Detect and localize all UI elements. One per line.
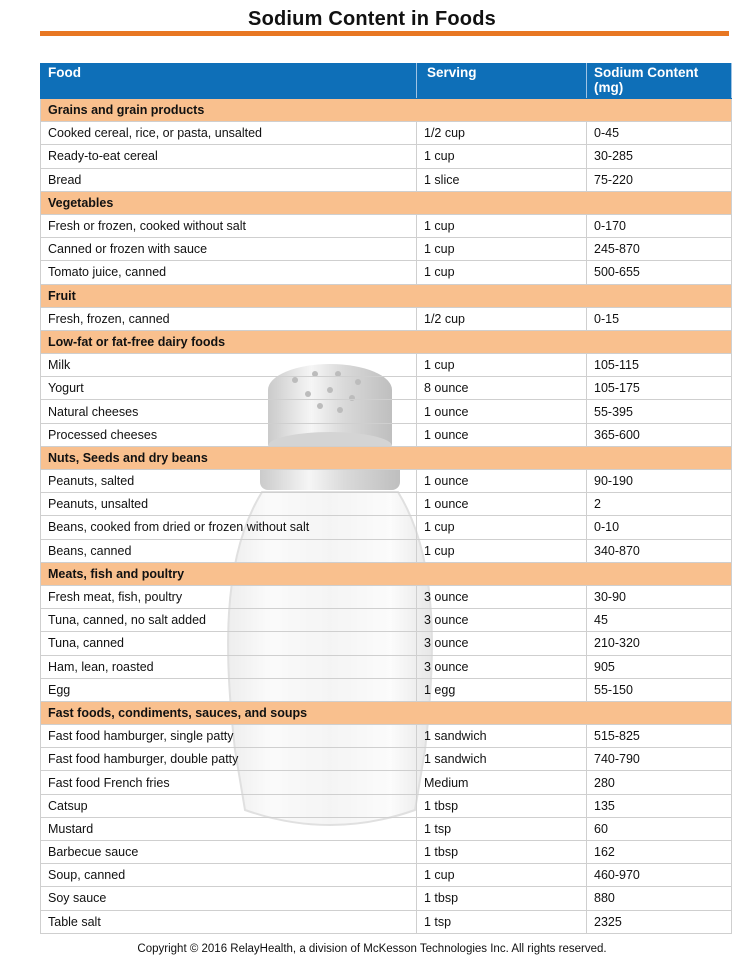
table-row [41, 516, 732, 539]
category-label: Grains and grain products [41, 99, 732, 122]
category-row [41, 562, 732, 585]
sodium-cell: 55-395 [587, 400, 732, 423]
serving-cell: 1/2 cup [417, 122, 587, 145]
category-label: Meats, fish and poultry [41, 562, 732, 585]
food-cell: Beans, cooked from dried or frozen without salt [41, 516, 417, 539]
food-cell: Tomato juice, canned [41, 261, 417, 284]
table-row [41, 841, 732, 864]
table-row [41, 470, 732, 493]
category-label: Low-fat or fat-free dairy foods [41, 330, 732, 353]
serving-cell: 1 ounce [417, 470, 587, 493]
food-cell: Fast food French fries [41, 771, 417, 794]
food-cell: Soy sauce [41, 887, 417, 910]
table-row [41, 887, 732, 910]
food-cell: Ham, lean, roasted [41, 655, 417, 678]
serving-cell: 8 ounce [417, 377, 587, 400]
table-row [41, 423, 732, 446]
category-label: Fast foods, condiments, sauces, and soups [41, 701, 732, 724]
serving-cell: 1 slice [417, 168, 587, 191]
food-cell: Bread [41, 168, 417, 191]
sodium-cell: 210-320 [587, 632, 732, 655]
table-row [41, 655, 732, 678]
food-cell: Peanuts, salted [41, 470, 417, 493]
serving-cell: 1 cup [417, 261, 587, 284]
sodium-cell: 30-285 [587, 145, 732, 168]
serving-cell: 1 tsp [417, 910, 587, 933]
copyright-footer: Copyright © 2016 RelayHealth, a division of McKesson Technologies Inc. All rights reserved. [137, 943, 607, 955]
category-row [41, 99, 732, 122]
table-row [41, 168, 732, 191]
table-row [41, 238, 732, 261]
food-cell: Ready-to-eat cereal [41, 145, 417, 168]
serving-cell: 3 ounce [417, 585, 587, 608]
serving-cell: 3 ounce [417, 655, 587, 678]
sodium-cell: 280 [587, 771, 732, 794]
table-header-row [41, 64, 732, 99]
sodium-cell: 880 [587, 887, 732, 910]
serving-cell: 3 ounce [417, 632, 587, 655]
food-cell: Milk [41, 354, 417, 377]
table-row [41, 354, 732, 377]
sodium-cell: 90-190 [587, 470, 732, 493]
serving-cell: 1 sandwich [417, 748, 587, 771]
sodium-cell: 55-150 [587, 678, 732, 701]
sodium-cell: 515-825 [587, 725, 732, 748]
food-cell: Cooked cereal, rice, or pasta, unsalted [41, 122, 417, 145]
food-cell: Egg [41, 678, 417, 701]
sodium-cell: 135 [587, 794, 732, 817]
food-cell: Peanuts, unsalted [41, 493, 417, 516]
header-food: Food [41, 64, 417, 99]
food-cell: Fresh or frozen, cooked without salt [41, 214, 417, 237]
table-row [41, 400, 732, 423]
title-underline [40, 31, 729, 36]
table-row [41, 585, 732, 608]
food-cell: Fast food hamburger, double patty [41, 748, 417, 771]
serving-cell: 1 cup [417, 238, 587, 261]
food-cell: Natural cheeses [41, 400, 417, 423]
serving-cell: 1 cup [417, 516, 587, 539]
category-row [41, 330, 732, 353]
category-label: Vegetables [41, 191, 732, 214]
serving-cell: 1 tbsp [417, 794, 587, 817]
category-label: Nuts, Seeds and dry beans [41, 446, 732, 469]
table-row [41, 910, 732, 933]
table-row [41, 214, 732, 237]
table-row [41, 748, 732, 771]
table-row [41, 609, 732, 632]
serving-cell: 3 ounce [417, 609, 587, 632]
serving-cell: 1 tbsp [417, 887, 587, 910]
food-cell: Tuna, canned, no salt added [41, 609, 417, 632]
serving-cell: 1 tsp [417, 817, 587, 840]
sodium-cell: 460-970 [587, 864, 732, 887]
table-row [41, 307, 732, 330]
food-cell: Tuna, canned [41, 632, 417, 655]
sodium-cell: 0-10 [587, 516, 732, 539]
food-cell: Beans, canned [41, 539, 417, 562]
sodium-cell: 0-45 [587, 122, 732, 145]
food-cell: Processed cheeses [41, 423, 417, 446]
food-cell: Yogurt [41, 377, 417, 400]
page-title: Sodium Content in Foods [248, 8, 496, 30]
sodium-cell: 162 [587, 841, 732, 864]
sodium-cell: 30-90 [587, 585, 732, 608]
sodium-cell: 60 [587, 817, 732, 840]
sodium-cell: 365-600 [587, 423, 732, 446]
table-row [41, 261, 732, 284]
table-row [41, 771, 732, 794]
table-row [41, 817, 732, 840]
serving-cell: 1 ounce [417, 423, 587, 446]
serving-cell: Medium [417, 771, 587, 794]
table-row [41, 539, 732, 562]
sodium-cell: 0-15 [587, 307, 732, 330]
food-cell: Fast food hamburger, single patty [41, 725, 417, 748]
serving-cell: 1 ounce [417, 493, 587, 516]
sodium-cell: 340-870 [587, 539, 732, 562]
table-row [41, 678, 732, 701]
serving-cell: 1 ounce [417, 400, 587, 423]
table-row [41, 864, 732, 887]
serving-cell: 1 cup [417, 354, 587, 377]
sodium-cell: 740-790 [587, 748, 732, 771]
sodium-cell: 105-175 [587, 377, 732, 400]
sodium-cell: 105-115 [587, 354, 732, 377]
sodium-cell: 2 [587, 493, 732, 516]
table-row [41, 145, 732, 168]
table-row [41, 122, 732, 145]
serving-cell: 1 cup [417, 539, 587, 562]
sodium-cell: 0-170 [587, 214, 732, 237]
serving-cell: 1 cup [417, 214, 587, 237]
category-row [41, 701, 732, 724]
food-cell: Barbecue sauce [41, 841, 417, 864]
sodium-cell: 45 [587, 609, 732, 632]
sodium-table [40, 63, 732, 934]
table-row [41, 725, 732, 748]
table-row [41, 493, 732, 516]
sodium-cell: 75-220 [587, 168, 732, 191]
sodium-cell: 905 [587, 655, 732, 678]
category-row [41, 446, 732, 469]
food-cell: Catsup [41, 794, 417, 817]
serving-cell: 1 tbsp [417, 841, 587, 864]
food-cell: Canned or frozen with sauce [41, 238, 417, 261]
table-row [41, 794, 732, 817]
sodium-cell: 245-870 [587, 238, 732, 261]
serving-cell: 1 sandwich [417, 725, 587, 748]
table-row [41, 632, 732, 655]
serving-cell: 1 egg [417, 678, 587, 701]
food-cell: Table salt [41, 910, 417, 933]
serving-cell: 1 cup [417, 864, 587, 887]
category-row [41, 191, 732, 214]
table-row [41, 377, 732, 400]
category-label: Fruit [41, 284, 732, 307]
food-cell: Soup, canned [41, 864, 417, 887]
food-cell: Fresh, frozen, canned [41, 307, 417, 330]
serving-cell: 1 cup [417, 145, 587, 168]
category-row [41, 284, 732, 307]
header-sodium: Sodium Content (mg) [587, 64, 732, 99]
food-cell: Mustard [41, 817, 417, 840]
sodium-cell: 2325 [587, 910, 732, 933]
food-cell: Fresh meat, fish, poultry [41, 585, 417, 608]
sodium-cell: 500-655 [587, 261, 732, 284]
header-serving: Serving [417, 64, 587, 99]
serving-cell: 1/2 cup [417, 307, 587, 330]
